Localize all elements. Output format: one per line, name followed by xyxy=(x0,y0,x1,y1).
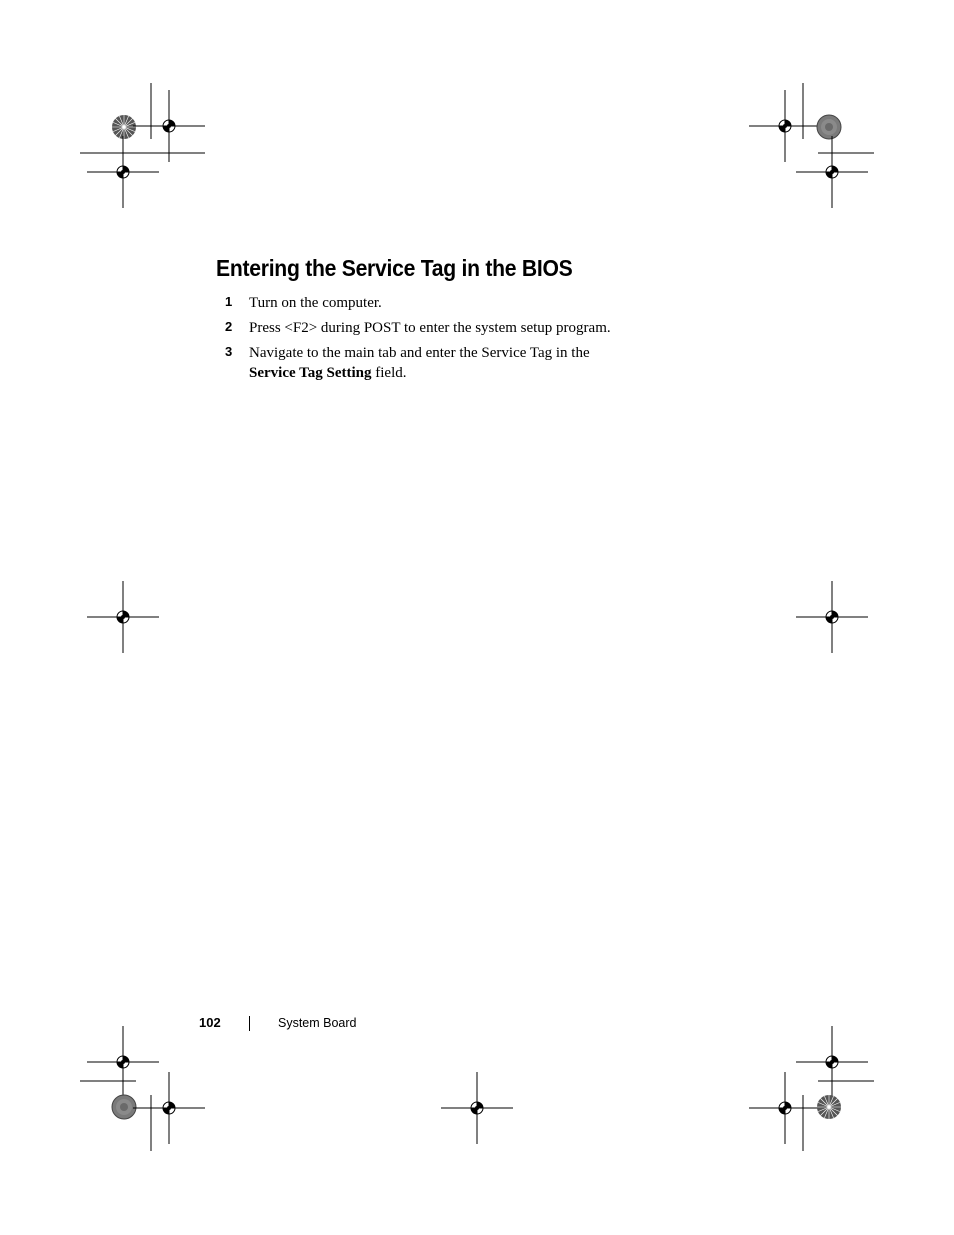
footer-divider xyxy=(249,1016,250,1031)
step-number: 2 xyxy=(225,319,233,334)
step-number: 1 xyxy=(225,294,233,309)
step-number: 3 xyxy=(225,344,233,359)
step-text xyxy=(249,343,679,383)
step-text-line: Navigate to the main tab and enter the Service Tag in the xyxy=(249,345,590,361)
step-text: Press <F2> during POST to enter the system setup program. xyxy=(249,320,611,336)
footer-section-title: System Board xyxy=(278,1016,357,1030)
step-text: Turn on the computer. xyxy=(249,295,382,311)
field-name: Service Tag Setting xyxy=(249,365,372,381)
page-number: 102 xyxy=(199,1015,221,1030)
page-title: Entering the Service Tag in the BIOS xyxy=(216,255,573,281)
step-text-tail: field. xyxy=(371,365,407,381)
